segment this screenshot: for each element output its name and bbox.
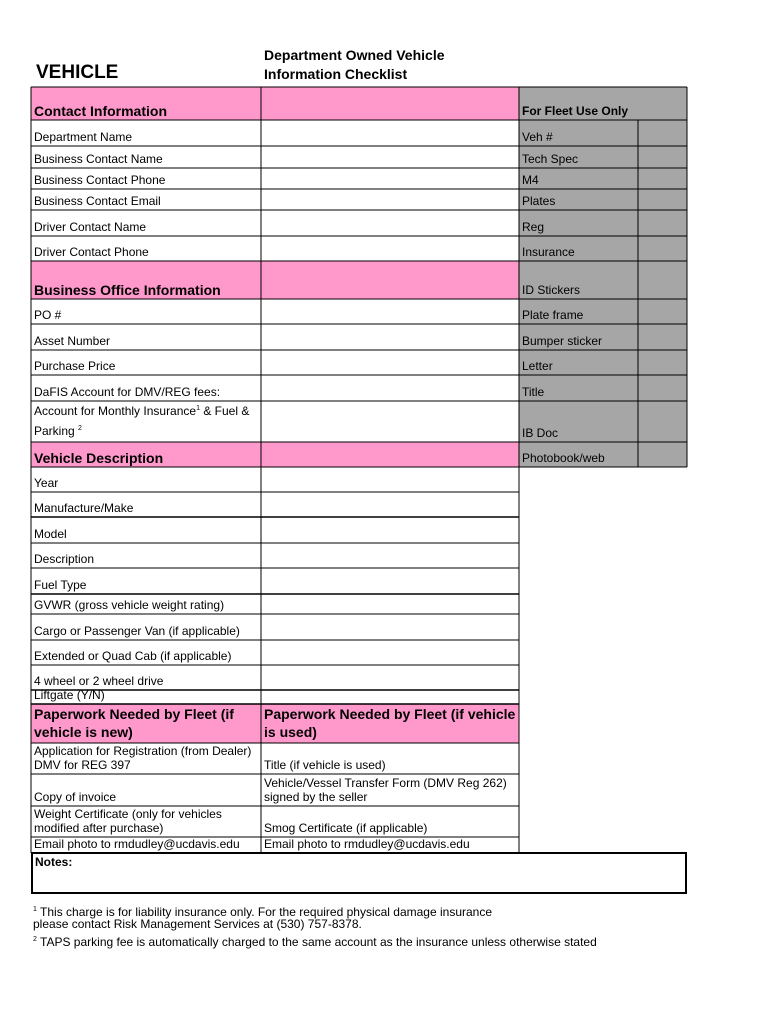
fleet-use-heading-label: For Fleet Use Only (522, 104, 629, 118)
paperwork-new-item-3-label: Email photo to rmdudley@ucdavis.edu (34, 837, 240, 851)
row-liftgate-label: Liftgate (Y/N) (34, 690, 105, 702)
row-fuel-type (31, 568, 261, 594)
contact-info-heading-label: Contact Information (34, 103, 167, 119)
row-extended-cab-value[interactable] (261, 640, 519, 665)
footnote-1-text: This charge is for liability insurance only. For the required physical damage insurance (36, 905, 493, 919)
fleet-item-8-label: Bumper sticker (522, 334, 603, 348)
fleet-item-2-label: M4 (522, 173, 539, 187)
row-cargo-van-value[interactable] (261, 614, 519, 640)
fleet-item-10-label: Title (522, 385, 545, 399)
fleet-use-heading (519, 87, 687, 120)
row-model (31, 517, 261, 543)
row-department-name-value[interactable] (261, 120, 519, 146)
row-extended-cab-label: Extended or Quad Cab (if applicable) (34, 649, 232, 663)
footnote-2-text: TAPS parking fee is automatically charged to the same account as the insurance unless otherwise stated (36, 935, 597, 949)
fleet-item-1-label: Tech Spec (522, 152, 579, 166)
paperwork-new-heading-label: Paperwork Needed by Fleet (if vehicle is new) (34, 706, 234, 740)
paperwork-used-item-2 (261, 806, 519, 837)
form-title-line2: Information Checklist (264, 66, 408, 82)
paperwork-new-item-1 (31, 774, 261, 806)
notes-label: Notes: (35, 855, 73, 869)
business-office-heading-value[interactable] (261, 261, 519, 299)
fleet-check-8[interactable] (638, 324, 687, 350)
row-business-contact-phone-label: Business Contact Phone (34, 173, 166, 187)
row-make-label: Manufacture/Make (34, 501, 134, 515)
paperwork-new-item-3 (31, 837, 261, 853)
paperwork-new-item-0-label: Application for Registration (from Dealer) DMV for REG 397 (34, 744, 252, 772)
fleet-item-11 (519, 401, 638, 442)
row-purchase-price-value[interactable] (261, 350, 519, 375)
row-insurance-account-value[interactable] (261, 401, 519, 442)
fleet-check-0[interactable] (638, 120, 687, 146)
vehicle-description-heading (31, 442, 261, 467)
paperwork-used-heading-label: Paperwork Needed by Fleet (if vehicle is used) (264, 706, 516, 740)
row-gvwr-label: GVWR (gross vehicle weight rating) (34, 598, 225, 612)
fleet-check-5[interactable] (638, 236, 687, 261)
row-department-name (31, 120, 261, 146)
row-liftgate (31, 690, 261, 704)
row-insurance-account (31, 401, 261, 442)
business-office-heading-label: Business Office Information (34, 282, 221, 298)
insurance-text-b: & Fuel & (200, 404, 250, 418)
fleet-check-4[interactable] (638, 210, 687, 236)
row-business-contact-phone-value[interactable] (261, 168, 519, 189)
fleet-item-9-label: Letter (522, 359, 553, 373)
footnote-1-line-2: please contact Risk Management Services at (530) 757-8378. (33, 917, 362, 931)
row-fuel-type-label: Fuel Type (34, 578, 87, 592)
paperwork-new-item-0 (31, 743, 261, 774)
row-year-label: Year (34, 476, 59, 490)
fleet-item-6 (519, 261, 638, 299)
contact-info-heading (31, 87, 261, 120)
row-purchase-price-label: Purchase Price (34, 359, 116, 373)
row-model-value[interactable] (261, 517, 519, 543)
row-drive-type-label: 4 wheel or 2 wheel drive (34, 674, 164, 688)
row-cargo-van-label: Cargo or Passenger Van (if applicable) (34, 624, 240, 638)
paperwork-used-heading (261, 704, 519, 743)
insurance-sup-1: 1 (196, 405, 200, 412)
row-business-contact-email-label: Business Contact Email (34, 194, 161, 208)
fleet-item-0 (519, 120, 638, 146)
fleet-item-5-label: Insurance (522, 245, 575, 259)
row-business-contact-name-value[interactable] (261, 146, 519, 168)
row-po-number-label: PO # (34, 308, 62, 322)
fleet-item-2 (519, 168, 638, 189)
fleet-check-10[interactable] (638, 375, 687, 401)
row-department-name-label: Department Name (34, 130, 133, 144)
row-fuel-type-value[interactable] (261, 568, 519, 594)
row-description (31, 543, 261, 568)
paperwork-new-item-2-label: Weight Certificate (only for vehicles modified after purchase) (34, 807, 222, 835)
paperwork-new-heading (31, 704, 261, 743)
paperwork-new-item-1-label: Copy of invoice (34, 790, 117, 804)
row-purchase-price (31, 350, 261, 375)
row-year (31, 467, 261, 492)
fleet-item-3-label: Plates (522, 194, 556, 208)
fleet-check-12[interactable] (638, 442, 687, 467)
fleet-item-12-label: Photobook/web (522, 451, 605, 465)
paperwork-used-item-2-label: Smog Certificate (if applicable) (264, 821, 428, 835)
row-gvwr-value[interactable] (261, 594, 519, 614)
row-dafis-account-value[interactable] (261, 375, 519, 401)
form-title (264, 46, 445, 84)
vehicle-description-heading-label: Vehicle Description (34, 450, 164, 466)
fleet-item-8 (519, 324, 638, 350)
insurance-label (34, 401, 249, 440)
fleet-item-9 (519, 350, 638, 375)
row-liftgate-value[interactable] (261, 690, 519, 704)
row-make (31, 492, 261, 517)
row-business-contact-name-label: Business Contact Name (34, 152, 163, 166)
row-make-value[interactable] (261, 492, 519, 517)
row-driver-contact-phone-label: Driver Contact Phone (34, 245, 149, 259)
paperwork-used-item-0 (261, 743, 519, 774)
contact-info-heading-value[interactable] (261, 87, 519, 120)
row-po-number-value[interactable] (261, 299, 519, 324)
business-office-heading (31, 261, 261, 299)
row-gvwr (31, 594, 261, 614)
row-extended-cab (31, 640, 261, 665)
fleet-item-4-label: Reg (522, 220, 545, 234)
fleet-item-4 (519, 210, 638, 236)
row-drive-type-value[interactable] (261, 665, 519, 690)
fleet-check-1[interactable] (638, 146, 687, 168)
paperwork-used-item-0-label: Title (if vehicle is used) (264, 758, 386, 772)
footnote-2 (33, 932, 597, 950)
fleet-item-10 (519, 375, 638, 401)
fleet-item-6-label: ID Stickers (522, 283, 581, 297)
fleet-check-2[interactable] (638, 168, 687, 189)
row-business-contact-name (31, 146, 261, 168)
paperwork-used-item-1 (261, 774, 519, 806)
fleet-item-5 (519, 236, 638, 261)
row-business-contact-phone (31, 168, 261, 189)
fleet-item-7-label: Plate frame (522, 308, 584, 322)
fleet-item-11-label: IB Doc (522, 426, 559, 440)
row-model-label: Model (34, 527, 67, 541)
row-description-value[interactable] (261, 543, 519, 568)
form-title-line1: Department Owned Vehicle (264, 47, 445, 63)
row-driver-contact-name (31, 210, 261, 236)
paperwork-used-item-3 (261, 837, 519, 853)
fleet-check-9[interactable] (638, 350, 687, 375)
fleet-item-3 (519, 189, 638, 210)
insurance-sup-2: 2 (78, 425, 82, 432)
row-driver-contact-phone-value[interactable] (261, 236, 519, 261)
row-driver-contact-name-label: Driver Contact Name (34, 220, 147, 234)
fleet-check-3[interactable] (638, 189, 687, 210)
fleet-check-7[interactable] (638, 299, 687, 324)
row-dafis-account (31, 375, 261, 401)
row-asset-number (31, 324, 261, 350)
row-cargo-van (31, 614, 261, 640)
row-driver-contact-name-value[interactable] (261, 210, 519, 236)
row-business-contact-email-value[interactable] (261, 189, 519, 210)
notes-box[interactable] (31, 852, 687, 894)
paperwork-used-item-1-label: Vehicle/Vessel Transfer Form (DMV Reg 262) signed by the seller (264, 776, 507, 804)
row-driver-contact-phone (31, 236, 261, 261)
insurance-text-c: Parking (34, 424, 79, 438)
fleet-check-6[interactable] (638, 261, 687, 299)
row-drive-type (31, 665, 261, 690)
row-asset-number-label: Asset Number (34, 334, 111, 348)
fleet-check-11[interactable] (638, 401, 687, 442)
row-dafis-account-label: DaFIS Account for DMV/REG fees: (34, 385, 221, 399)
footnote-2-marker: 2 (33, 936, 37, 943)
paperwork-used-item-3-label: Email photo to rmdudley@ucdavis.edu (264, 837, 470, 851)
fleet-item-7 (519, 299, 638, 324)
row-description-label: Description (34, 552, 95, 566)
fleet-item-0-label: Veh # (522, 130, 553, 144)
row-year-value[interactable] (261, 467, 519, 492)
document-title: VEHICLE (36, 62, 119, 83)
footnote-1-marker: 1 (33, 906, 37, 913)
fleet-item-12 (519, 442, 638, 467)
insurance-text-a: Account for Monthly Insurance (34, 404, 197, 418)
fleet-item-1 (519, 146, 638, 168)
row-business-contact-email (31, 189, 261, 210)
row-asset-number-value[interactable] (261, 324, 519, 350)
vehicle-description-heading-value[interactable] (261, 442, 519, 467)
row-po-number (31, 299, 261, 324)
paperwork-new-item-2 (31, 806, 261, 837)
